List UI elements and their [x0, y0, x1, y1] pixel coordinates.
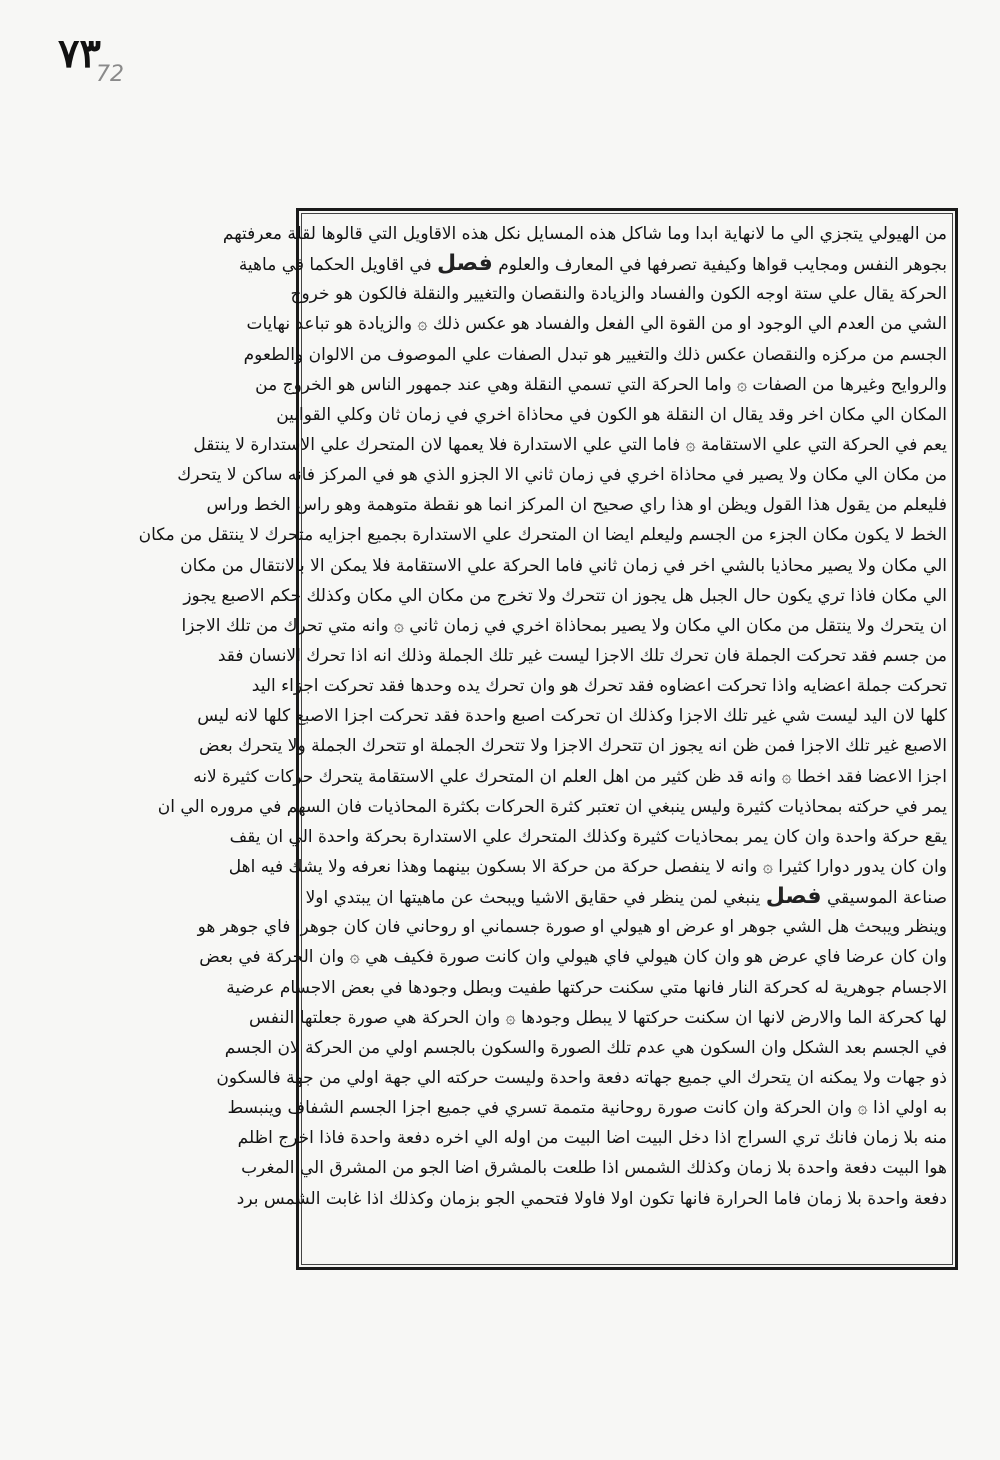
- section-heading: فصل: [765, 884, 822, 910]
- manuscript-line: [138, 520, 947, 550]
- manuscript-line: [255, 370, 947, 400]
- manuscript-line: [181, 611, 947, 641]
- manuscript-text: [138, 219, 947, 1214]
- line-text: يعم في الحركة التي علي الاستقامة ۞ فاما التي علي الاستدارة فلا يعمها لان المتحرك علي الاستدارة لا ينتقل: [193, 434, 947, 455]
- manuscript-line: [224, 1033, 947, 1063]
- line-text: وان كان عرضا فاي عرض هو وان كان هيولي فاي هيولي وان كانت صورة فكيف هي ۞ وان الحركة في بعض: [199, 947, 947, 968]
- line-text: في الجسم بعد الشكل وان السكون هي عدم تلك الصورة والسكون بالجسم اولي من الحركة لان الجسم: [224, 1037, 947, 1058]
- line-text: الحركة يقال علي ستة اوجه الكون والفساد والزيادة والنقصان والتغيير والنقلة فالكون هو خروج: [290, 284, 947, 305]
- manuscript-line: [199, 942, 947, 972]
- manuscript-line: [276, 400, 947, 430]
- manuscript-line: [227, 1093, 947, 1123]
- line-text: به اولي اذا ۞ وان الحركة وان كانت صورة روحانية متممة تسري في جميع اجزا الجسم الشفاف وينبسط: [227, 1098, 947, 1119]
- line-text: الخط لا يكون مكان الجزء من الجسم وليعلم ايضا ان المتحرك علي الاستدارة بجميع اجزايه متحرك لا ينتقل من مكان: [138, 525, 947, 546]
- line-text: يمر في حركته بمحاذيات كثيرة وليس ينبغي ان تعتبر كثرة الحركات بكثرة المحاذيات فان السهم في مروره الي ان: [157, 796, 947, 817]
- manuscript-line: [197, 701, 947, 731]
- manuscript-line: [246, 309, 947, 339]
- manuscript-line: [197, 912, 947, 942]
- manuscript-line: [243, 340, 947, 370]
- manuscript-line: [229, 822, 947, 852]
- manuscript-line: [216, 1063, 947, 1093]
- line-text: من جسم فقد تحركت الجملة فان تحرك تلك الاجزا ليست غير تلك الجملة وذلك انه اذا تحرك الانسان فقد: [217, 645, 947, 666]
- line-text: من مكان الي مكان ولا يصير في محاذاة اخري في زمان ثاني الا الجزو الذي هو في المركز فانه ساكن لا يتحرك: [177, 465, 947, 486]
- line-text: ذو جهات ولا يمكنه ان يتحرك الي جميع جهاته دفعة واحدة وليست حركته الي جهة اولي من جهة فالسكون: [216, 1067, 947, 1088]
- line-text: وينظر ويبحث هل الشي جوهر او عرض او هيولي او صورة جسماني او روحاني فان كان جوهرا فاي جوهر هو: [197, 917, 947, 938]
- line-text: الجسم من مركزه والنقصان عكس ذلك والتغيير هو تبدل الصفات علي الموصوف من الالوان والطعوم: [243, 344, 947, 365]
- line-text: يقع حركة واحدة وان كان يمر بمحاذيات كثيرة وكذلك المتحرك علي الاستدارة بحركة واحدة الي ان يقف: [229, 826, 947, 847]
- line-text: هوا البيت دفعة واحدة بلا زمان وكذلك الشمس اذا طلعت بالمشرق اضا الجو من المشرق الي المغرب: [241, 1158, 947, 1179]
- line-text: ينبغي لمن ينظر في حقايق الاشيا ويبحث عن ماهيتها ان يبتدي اولا: [305, 888, 761, 909]
- line-text: لها كحركة الما والارض لانها ان سكنت حركتها لا يبطل وجودها ۞ وان الحركة هي صورة جعلتها النفس: [249, 1007, 947, 1028]
- manuscript-line: [237, 1123, 947, 1153]
- manuscript-line: [228, 852, 947, 882]
- line-text: الشي من العدم الي الوجود او من القوة الي الفعل والفساد هو عكس ذلك ۞ والزيادة هو تباعد نهايات: [246, 314, 947, 335]
- manuscript-line: [241, 1153, 947, 1183]
- manuscript-line: [193, 430, 947, 460]
- line-text: منه بلا زمان فانك تري السراج اذا دخل البيت اضا البيت من اوله الي اخره دفعة واحدة فاذا اخرج اظلم: [237, 1128, 947, 1149]
- line-text: في اقاويل الحكما في ماهية: [238, 255, 432, 276]
- manuscript-line: [222, 219, 947, 249]
- line-text: الاصبع غير تلك الاجزا فمن ظن انه يجوز ان تتحرك الاجزا ولا تتحرك الجملة او تتحرك الجملة ولا يتحرك بعض: [199, 736, 947, 757]
- manuscript-line: [251, 671, 947, 701]
- line-text: اجزا الاعضا فقد اخطا ۞ وانه قد ظن كثير من اهل العلم ان المتحرك علي الاستقامة يتحرك حركات كثيرة لانه: [193, 766, 947, 787]
- line-text: الي مكان فاذا تري يكون حال الجبل هل يجوز ان تتحرك ولا تخرج من مكان الي مكان وكذلك حكم الاصبع يجوز: [183, 585, 947, 606]
- manuscript-line: [236, 1184, 947, 1214]
- line-text: والروايح وغيرها من الصفات ۞ واما الحركة التي تسمي النقلة وهي عند جمهور الناس هو الخروج من: [255, 374, 947, 395]
- line-text: من الهيولي يتجزي الي ما لانهاية ابدا وما شاكل هذه المسايل نكل هذه الاقاويل التي قالوها لقلة معرفتهم: [222, 224, 947, 244]
- folio-number: ٧٣: [58, 30, 101, 77]
- text-frame: [138, 208, 958, 1270]
- manuscript-line: [238, 249, 947, 279]
- line-text: كلها لان اليد ليست شي غير تلك الاجزا وكذلك ان تحركت اصبع واحدة فقد تحركت اجزا الاصبع كلها لانه ليس: [197, 706, 947, 727]
- manuscript-line: [206, 490, 947, 520]
- line-text: المكان الي مكان اخر وقد يقال ان النقلة هو الكون في محاذاة اخري في زمان ثان وكلي القوابين: [276, 404, 947, 425]
- manuscript-line: [199, 731, 947, 761]
- section-heading: فصل: [437, 251, 493, 277]
- line-text: تحركت جملة اعضايه واذا تحركت اعضاوه فقد تحرك هو وان تحرك يده وحدها فقد تحركت اجزاء اليد: [251, 676, 947, 697]
- manuscript-line: [183, 581, 947, 611]
- line-text: الي مكان ولا يصير محاذيا بالشي اخر في زمان ثاني فاما الحركة علي الاستقامة فلا يمكن الا بالانتقال من مكان: [180, 555, 947, 576]
- line-text: صناعة الموسيقي: [826, 888, 947, 909]
- line-text: وان كان يدور دوارا كثيرا ۞ وانه لا ينفصل حركة من حركة الا بسكون بينهما وهذا نعرفه ولا يشك فيه اهل: [228, 856, 947, 877]
- line-text: الاجسام جوهرية له كحركة النار فانها متي سكنت حركتها طفيت وبطل وجودها في بعض الاجسام عرضية: [226, 977, 947, 998]
- line-text: ان يتحرك ولا ينتقل من مكان الي مكان ولا يصير بمحاذاة اخري في زمان ثاني ۞ وانه متي تحرك من تلك الاجزا: [181, 615, 947, 636]
- manuscript-line: [180, 551, 947, 581]
- line-text: فليعلم من يقول هذا القول ويظن او هذا راي صحيح ان المركز انما هو نقطة متوهمة وهو راس الخط وراس: [206, 495, 947, 516]
- pencil-folio-number: 72: [96, 62, 124, 87]
- line-text: بجوهر النفس ومجايب قواها وكيفية تصرفها في المعارف والعلوم: [498, 255, 947, 276]
- manuscript-line: [193, 762, 947, 792]
- manuscript-line: [217, 641, 947, 671]
- manuscript-line: [177, 460, 947, 490]
- manuscript-line: [226, 973, 947, 1003]
- manuscript-line: [249, 1003, 947, 1033]
- manuscript-line: [157, 792, 947, 822]
- line-text: دفعة واحدة بلا زمان فاما الحرارة فانها تكون اولا فاولا فتحمي الجو بزمان وكذلك اذا غابت الشمس برد: [236, 1188, 947, 1209]
- manuscript-line: [307, 882, 947, 912]
- manuscript-line: [290, 279, 947, 309]
